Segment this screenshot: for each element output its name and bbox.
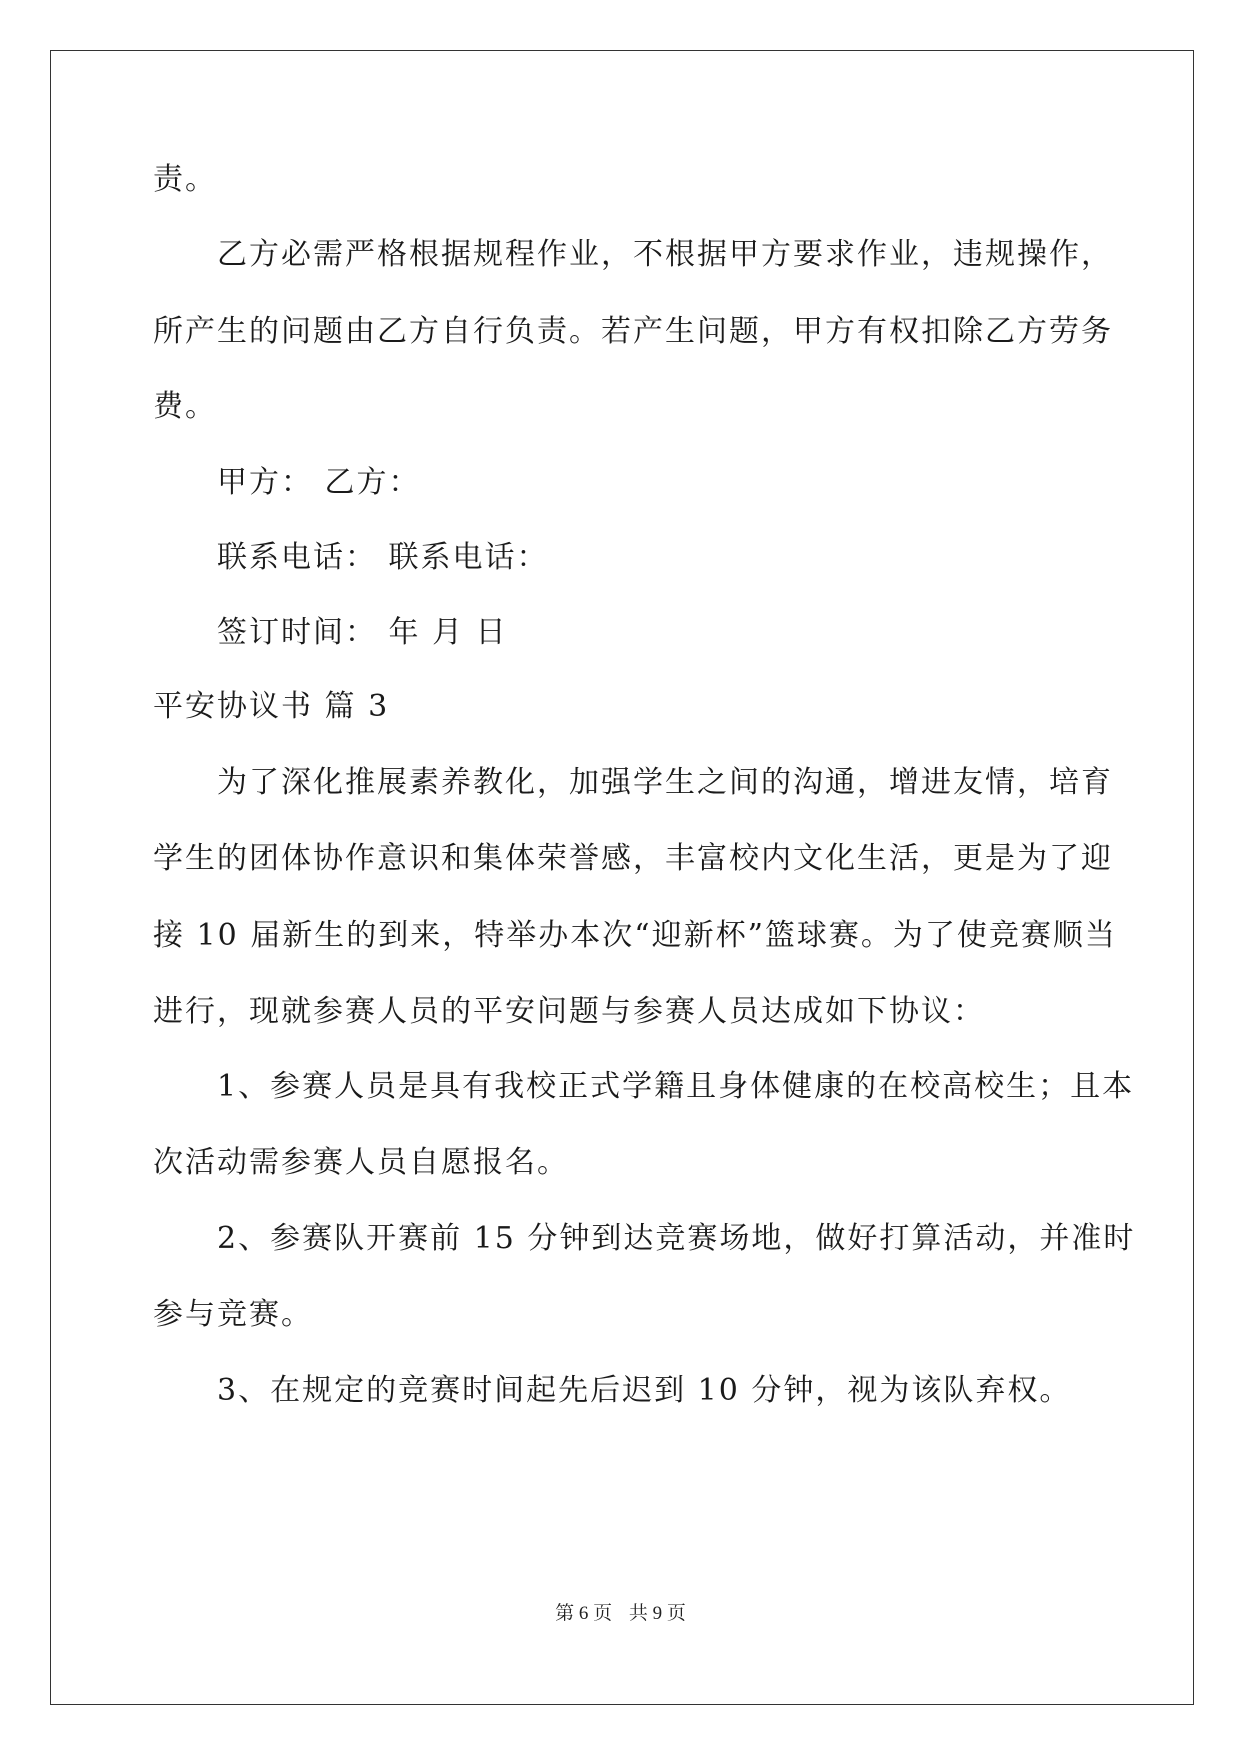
signing-date-line: 签订时间： 年 月 日	[217, 615, 508, 650]
text-line: 所产生的问题由乙方自行负责。若产生问题，甲方有权扣除乙方劳务	[153, 314, 1113, 349]
text-line: 费。	[153, 389, 217, 424]
list-item-line: 2、参赛队开赛前 15 分钟到达竞赛场地，做好打算活动，并准时	[217, 1221, 1136, 1256]
text-line: 学生的团体协作意识和集体荣誉感，丰富校内文化生活，更是为了迎	[153, 841, 1113, 876]
signature-party-line: 甲方： 乙方：	[217, 465, 421, 500]
page-footer	[0, 1598, 1241, 1625]
text-line: 为了深化推展素养教化，加强学生之间的沟通，增进友情，培育	[217, 765, 1113, 800]
text-line: 乙方必需严格根据规程作业，不根据甲方要求作业，违规操作，	[217, 237, 1113, 272]
list-item-line: 参与竞赛。	[153, 1297, 313, 1332]
text-line: 接 10 届新生的到来，特举办本次“迎新杯”篮球赛。为了使竞赛顺当	[153, 918, 1117, 953]
text-line: 责。	[153, 162, 217, 197]
page-total: 共 9 页	[628, 1603, 686, 1624]
list-item-line: 3、在规定的竞赛时间起先后迟到 10 分钟，视为该队弃权。	[217, 1373, 1072, 1408]
page-number: 第 6 页	[555, 1603, 613, 1624]
section-heading: 平安协议书 篇 3	[153, 689, 390, 724]
list-item-line: 次活动需参赛人员自愿报名。	[153, 1145, 569, 1180]
list-item-line: 1、参赛人员是具有我校正式学籍且身体健康的在校高校生；且本	[217, 1069, 1135, 1104]
text-line: 进行，现就参赛人员的平安问题与参赛人员达成如下协议：	[153, 994, 985, 1029]
contact-phone-line: 联系电话： 联系电话：	[217, 540, 549, 575]
